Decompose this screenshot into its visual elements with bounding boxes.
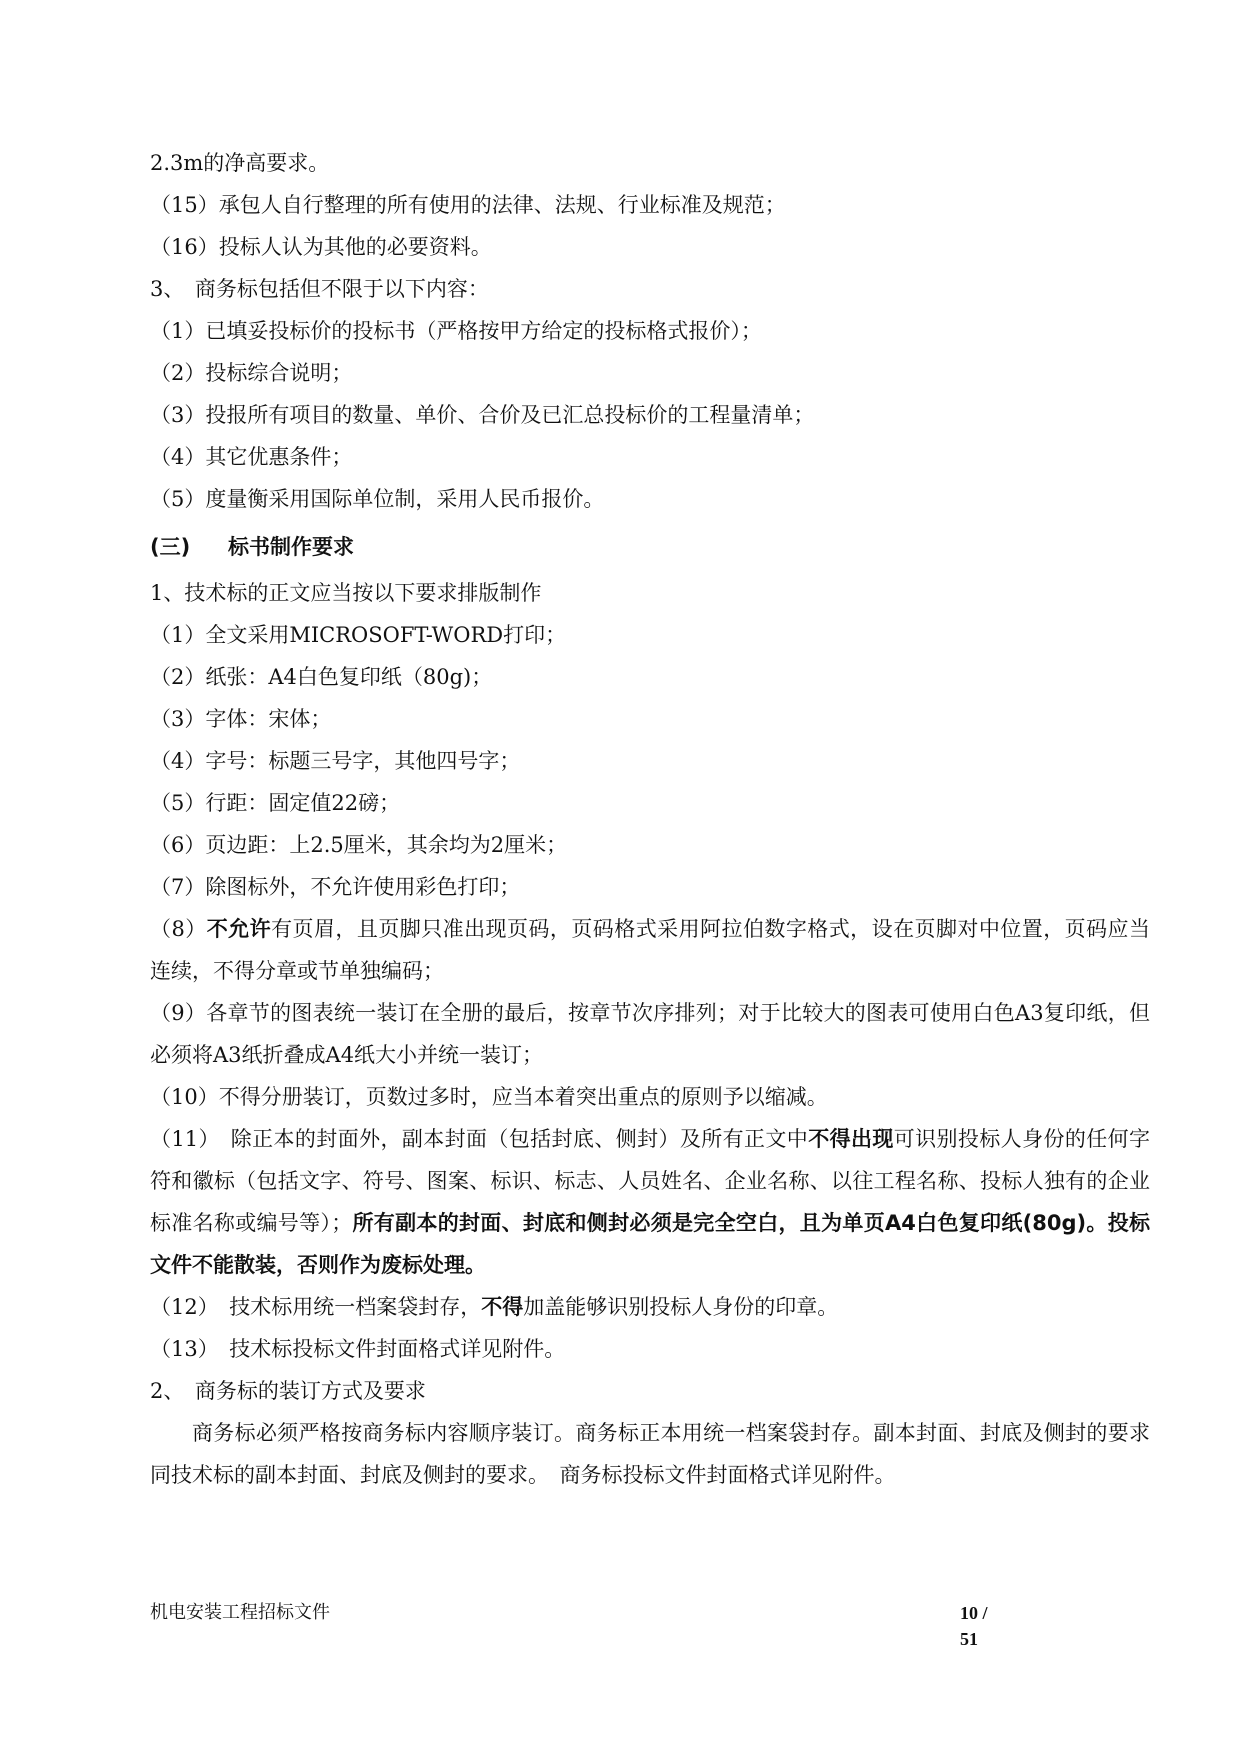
item-text: 有页眉，且页脚只准出现页码，页码格式采用阿拉伯数字格式，设在页脚对中位置，页码应当连续，不得分章或节单独编码； [150, 917, 1151, 983]
text-line: （1）全文采用MICROSOFT-WORD打印； [150, 623, 567, 647]
text-line: （1）已填妥投标价的投标书（严格按甲方给定的投标格式报价）； [150, 319, 762, 343]
text-line: （10）不得分册装订，页数过多时，应当本着突出重点的原则予以缩减。 [150, 1085, 828, 1109]
emphasis-text: 不允许 [206, 917, 272, 941]
text-line: 2、 商务标的装订方式及要求 [150, 1379, 426, 1403]
paragraph-item-12 [150, 1286, 1150, 1328]
paragraph-item-11 [150, 1118, 1150, 1286]
section-heading [150, 526, 1150, 568]
item-text: （12） 技术标用统一档案袋封存， [150, 1295, 482, 1319]
text-line: （3）投报所有项目的数量、单价、合价及已汇总投标价的工程量清单； [150, 403, 815, 427]
footer-page-number: 10 / 51 [960, 1603, 988, 1649]
text-line: （13） 技术标投标文件封面格式详见附件。 [150, 1337, 566, 1361]
paragraph-business-binding: 商务标必须严格按商务标内容顺序装订。商务标正本用统一档案袋封存。副本封面、封底及侧封的要求同技术标的副本封面、封底及侧封的要求。 商务标投标文件封面格式详见附件。 [150, 1421, 1150, 1487]
text-line: （2）投标综合说明； [150, 361, 353, 385]
paragraph-item-8 [150, 908, 1150, 992]
item-prefix: （8） [150, 917, 207, 941]
emphasis-text: 不得出现 [808, 1127, 894, 1151]
text-line: （7）除图标外，不允许使用彩色打印； [150, 875, 521, 899]
text-line: （3）字体：宋体； [150, 707, 332, 731]
document-body [150, 142, 1150, 1496]
text-line: （4）其它优惠条件； [150, 445, 353, 469]
paragraph-item-9: （9）各章节的图表统一装订在全册的最后，按章节次序排列；对于比较大的图表可使用白色A3复印纸，但必须将A3纸折叠成A4纸大小并统一装订； [150, 1001, 1150, 1067]
emphasis-text: 不得 [481, 1295, 524, 1319]
text-line: （2）纸张：A4白色复印纸（80g)； [150, 665, 493, 689]
footer-document-title: 机电安装工程招标文件 [150, 1602, 330, 1623]
item-text: （11） 除正本的封面外，副本封面（包括封底、侧封）及所有正文中 [150, 1127, 809, 1151]
section-heading-number: (三) [150, 535, 191, 559]
text-line: （16）投标人认为其他的必要资料。 [150, 235, 492, 259]
text-line: （6）页边距：上2.5厘米，其余均为2厘米； [150, 833, 568, 857]
text-line: （5）度量衡采用国际单位制，采用人民币报价。 [150, 487, 605, 511]
text-line: （4）字号：标题三号字，其他四号字； [150, 749, 521, 773]
text-line: 3、 商务标包括但不限于以下内容： [150, 277, 489, 301]
text-line: 1、技术标的正文应当按以下要求排版制作 [150, 581, 542, 605]
text-line: （15）承包人自行整理的所有使用的法律、法规、行业标准及规范； [150, 193, 786, 217]
section-heading-title: 标书制作要求 [228, 535, 354, 559]
text-line: （5）行距：固定值22磅； [150, 791, 401, 815]
emphasis-text: 所有副本的封面、封底和侧封必须是完全空白，且为单页A4白色复印纸(80g)。投标文件不能散装，否则作为废标处理。 [150, 1211, 1151, 1277]
item-text: 可识别投标人身份的任何字符和徽标（包括文字、符号、图案、标识、标志、人员姓名、企业名称、以往工程名称、投标人独有的企业标准名称或编号等）； [150, 1127, 1150, 1235]
item-text: 加盖能够识别投标人身份的印章。 [523, 1295, 839, 1319]
text-line: 2.3m的净高要求。 [150, 151, 330, 175]
